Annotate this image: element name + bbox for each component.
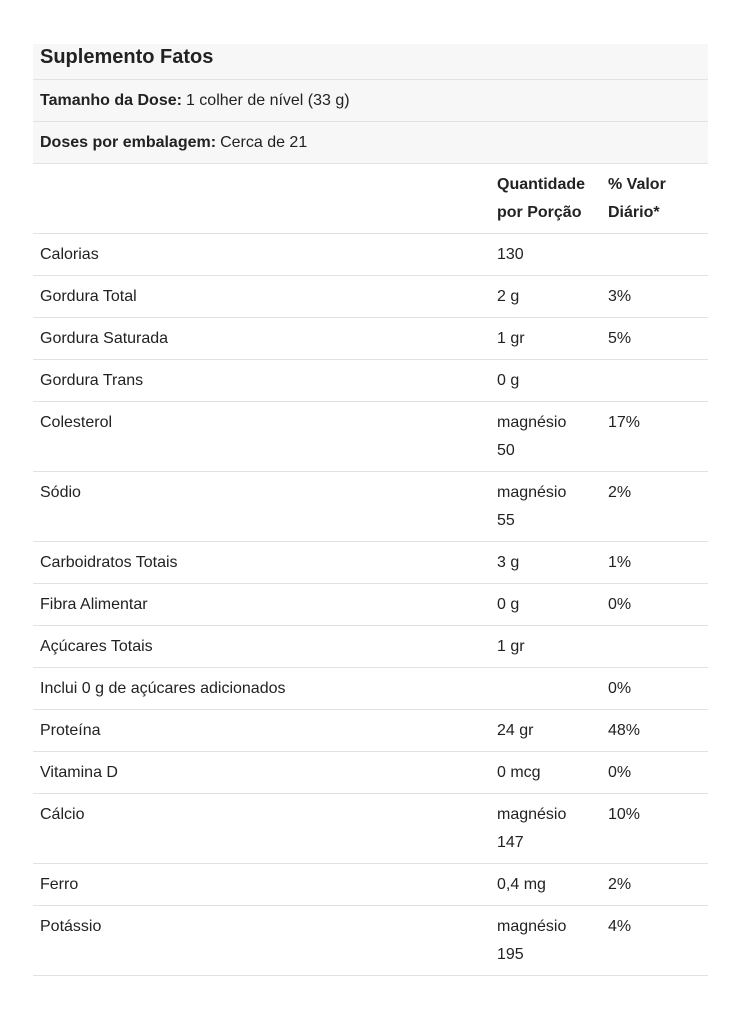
supplement-facts-panel [33,44,708,976]
nutrient-quantity [497,241,608,275]
nutrient-quantity-line1: 2 g [497,288,520,305]
nutrient-name: Gordura Total [40,288,137,305]
table-header [33,164,708,234]
nutrient-daily-value: 48% [608,722,641,739]
header-quantity-line1: Quantidade [497,176,586,193]
nutrient-daily-value: 3% [608,288,632,305]
nutrient-quantity-line1: 0 g [497,372,520,389]
servings-value: Cerca de 21 [220,133,308,151]
table-row [33,472,708,542]
nutrient-quantity-line1: 1 gr [497,330,525,347]
nutrient-quantity-line1: magnésio [497,806,567,823]
table-row [33,402,708,472]
nutrient-quantity [497,717,608,751]
nutrient-quantity [497,871,608,905]
nutrient-quantity [497,675,608,709]
table-row [33,234,708,276]
header-daily-value-line1: % Valor [608,176,666,193]
nutrient-quantity [497,479,608,541]
nutrient-name: Ferro [40,876,79,893]
nutrient-daily-value: 0% [608,680,632,697]
header-quantity [497,171,608,233]
serving-size-value: 1 colher de nível (33 g) [185,91,350,109]
table-row [33,752,708,794]
table-row [33,864,708,906]
serving-size-row [33,80,708,122]
nutrient-name: Carboidratos Totais [40,554,178,571]
nutrient-name: Proteína [40,722,101,739]
nutrient-name: Vitamina D [40,764,118,781]
nutrient-name: Açúcares Totais [40,638,153,655]
nutrient-quantity-line1: 1 gr [497,638,525,655]
nutrient-quantity-line1: magnésio [497,414,567,431]
table-row [33,668,708,710]
nutrient-quantity-line1: magnésio [497,918,567,935]
nutrient-name: Sódio [40,484,81,501]
table-row [33,626,708,668]
serving-size-label: Tamanho da Dose: [40,91,182,109]
nutrient-daily-value: 0% [608,596,632,613]
table-row [33,906,708,976]
nutrient-quantity [497,913,608,975]
nutrient-daily-value: 2% [608,484,632,501]
nutrient-quantity [497,283,608,317]
nutrient-daily-value: 10% [608,806,641,823]
table-row [33,794,708,864]
nutrient-quantity-line1: 3 g [497,554,520,571]
nutrient-quantity [497,633,608,667]
nutrient-quantity-line1: 0 mcg [497,764,541,781]
nutrient-daily-value: 4% [608,918,632,935]
nutrient-quantity [497,325,608,359]
header-daily-value [608,171,708,233]
nutrient-daily-value: 1% [608,554,632,571]
table-row [33,360,708,402]
nutrient-quantity [497,367,608,401]
nutrient-daily-value: 17% [608,414,641,431]
nutrient-quantity-line1: 0,4 mg [497,876,546,893]
nutrient-quantity-line1: 0 g [497,596,520,613]
nutrient-daily-value [608,633,708,667]
nutrient-quantity [497,409,608,471]
table-row [33,542,708,584]
nutrient-name: Calorias [40,246,99,263]
nutrient-quantity-line2: 55 [497,512,515,529]
servings-label: Doses por embalagem: [40,133,217,151]
nutrient-quantity [497,549,608,583]
nutrient-name: Colesterol [40,414,113,431]
table-row [33,710,708,752]
header-quantity-line2: por Porção [497,204,582,221]
nutrient-quantity-line1: 24 gr [497,722,534,739]
nutrient-quantity [497,801,608,863]
nutrient-quantity [497,759,608,793]
table-row [33,276,708,318]
nutrient-quantity-line2: 50 [497,442,515,459]
nutrient-rows [33,234,708,976]
nutrient-name: Inclui 0 g de açúcares adicionados [40,680,286,697]
nutrient-quantity-line2: 195 [497,946,524,963]
nutrient-daily-value [608,367,708,401]
nutrient-name: Fibra Alimentar [40,596,148,613]
header-name [33,171,497,233]
nutrient-daily-value: 5% [608,330,632,347]
nutrient-quantity [497,591,608,625]
panel-title: Suplemento Fatos [33,44,708,80]
nutrient-name: Gordura Trans [40,372,144,389]
nutrient-daily-value: 0% [608,764,632,781]
nutrient-daily-value: 2% [608,876,632,893]
nutrient-quantity-line1: magnésio [497,484,567,501]
servings-per-container-row [33,122,708,164]
nutrient-daily-value [608,241,708,275]
nutrient-name: Cálcio [40,806,85,823]
table-row [33,318,708,360]
nutrient-quantity-line2: 147 [497,834,524,851]
header-daily-value-line2: Diário* [608,204,660,221]
nutrient-name: Potássio [40,918,102,935]
table-row [33,584,708,626]
nutrient-name: Gordura Saturada [40,330,169,347]
nutrient-quantity-line1: 130 [497,246,524,263]
